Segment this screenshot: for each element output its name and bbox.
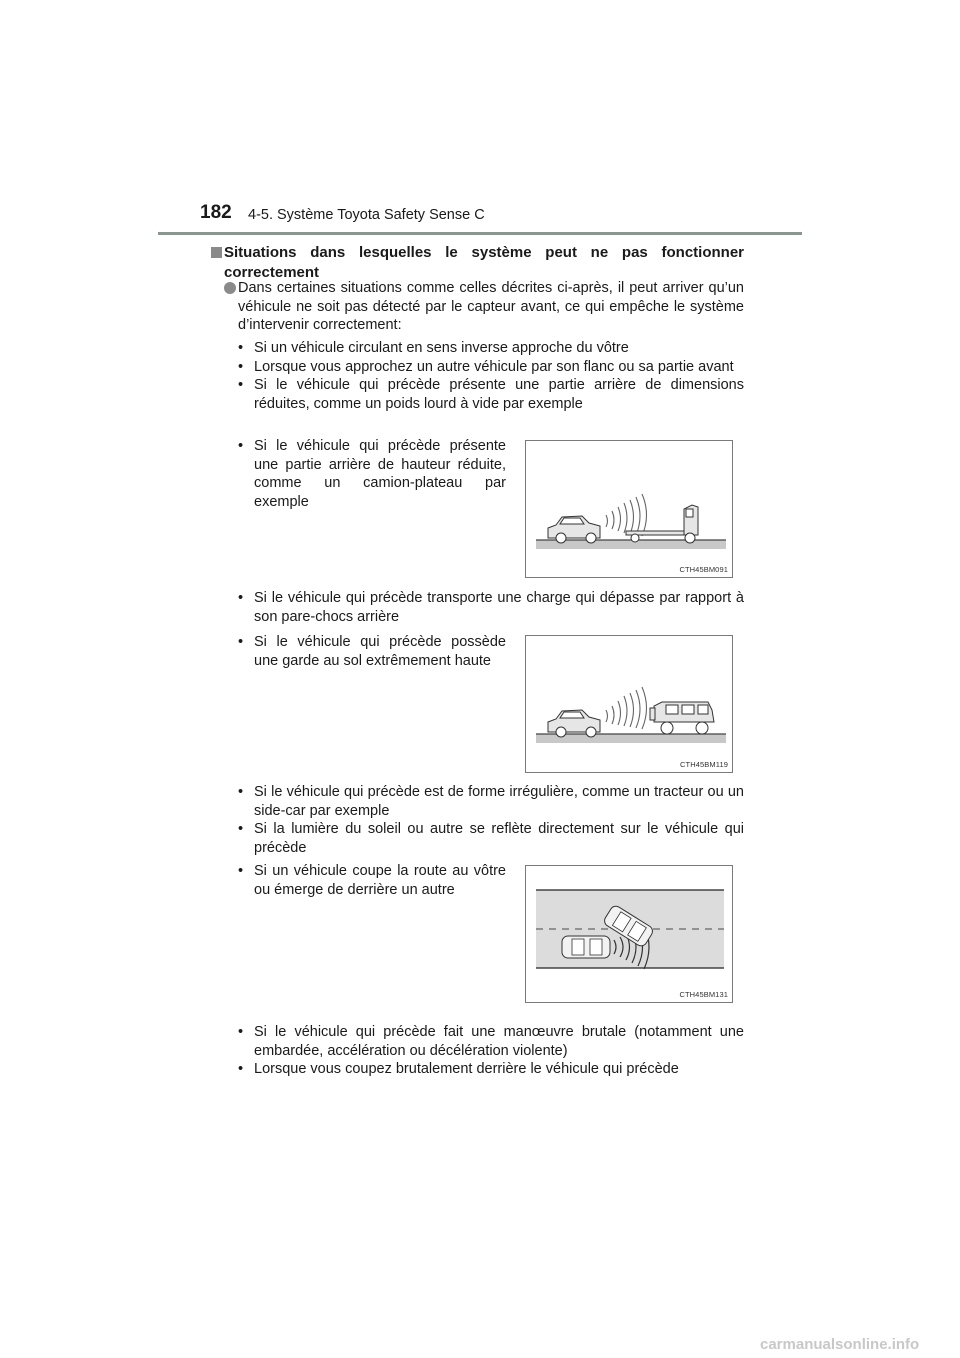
list-item: • Si la lumière du soleil ou autre se reflète directement sur le véhicule qui précède	[238, 820, 744, 857]
section-title: 4-5. Système Toyota Safety Sense C	[248, 207, 485, 223]
figure-code: CTH45BM131	[679, 990, 728, 999]
bullet-list-2	[238, 437, 506, 511]
list-item: • Si le véhicule qui précède présente une partie arrière de dimensions réduites, comme un poids lourd à vide par exemple	[238, 376, 744, 413]
bullet-list-1	[238, 339, 744, 413]
bullet-list-5	[238, 783, 744, 857]
watermark: carmanualsonline.info	[760, 1336, 920, 1353]
list-item: • Si un véhicule coupe la route au vôtre ou émerge de derrière un autre	[238, 862, 506, 899]
bullet-list-4	[238, 633, 506, 670]
figure-flatbed-truck	[525, 440, 733, 578]
list-item: • Si le véhicule qui précède fait une manœuvre brutale (notamment une embardée, accélération ou décélération violente)	[238, 1023, 744, 1060]
intro-text: Dans certaines situations comme celles décrites ci-après, il peut arriver qu’un véhicule ne soit pas détecté par le capteur avant, ce qui empêche le système d’intervenir correctement:	[238, 280, 744, 333]
cut-in-illustration	[526, 866, 732, 1002]
page-number: 182	[200, 202, 232, 223]
bullet-list-7	[238, 1023, 744, 1079]
section-heading	[212, 243, 744, 283]
bullet-list-6	[238, 862, 506, 899]
list-item: • Si le véhicule qui précède transporte une charge qui dépasse par rapport à son pare-chocs arrière	[238, 589, 744, 626]
list-item: • Si un véhicule circulant en sens inverse approche du vôtre	[238, 339, 744, 358]
list-item: • Si le véhicule qui précède est de forme irrégulière, comme un tracteur ou un side-car par exemple	[238, 783, 744, 820]
circle-bullet-icon	[224, 282, 236, 294]
intro-paragraph	[224, 279, 744, 335]
list-item: • Si le véhicule qui précède possède une garde au sol extrêmement haute	[238, 633, 506, 670]
header-rule	[158, 232, 802, 235]
bullet-list-3	[238, 589, 744, 626]
list-item: • Lorsque vous approchez un autre véhicule par son flanc ou sa partie avant	[238, 358, 744, 377]
flatbed-truck-illustration	[526, 441, 732, 577]
square-bullet-icon	[211, 247, 222, 258]
figure-code: CTH45BM119	[680, 760, 728, 769]
list-item: • Si le véhicule qui précède présente une partie arrière de hauteur réduite, comme un camion-plateau par exemple	[238, 437, 506, 511]
high-clearance-illustration	[526, 636, 732, 772]
figure-cut-in-vehicle	[525, 865, 733, 1003]
figure-code: CTH45BM091	[679, 565, 728, 574]
heading-text: Situations dans lesquelles le système peut ne pas fonctionner correctement	[224, 244, 744, 281]
figure-high-clearance-vehicle	[525, 635, 733, 773]
list-item: • Lorsque vous coupez brutalement derrière le véhicule qui précède	[238, 1060, 744, 1079]
